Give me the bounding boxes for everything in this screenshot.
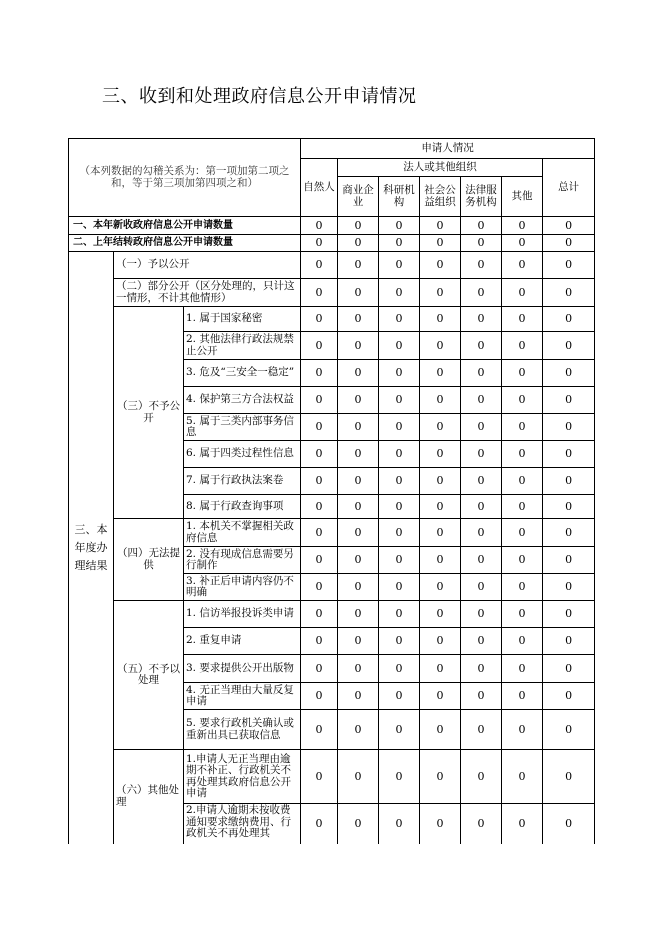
cell-value: 0 bbox=[502, 217, 543, 235]
row-label: 2. 没有现成信息需要另行制作 bbox=[184, 547, 301, 574]
cell-value: 0 bbox=[420, 468, 461, 495]
cell-value: 0 bbox=[379, 307, 420, 332]
cell-value: 0 bbox=[379, 710, 420, 750]
cell-value: 0 bbox=[543, 683, 595, 710]
cell-value: 0 bbox=[461, 683, 502, 710]
row-label: 6. 属于四类过程性信息 bbox=[184, 441, 301, 468]
cell-value: 0 bbox=[502, 414, 543, 441]
row-label: 2. 重复申请 bbox=[184, 628, 301, 655]
cell-value: 0 bbox=[420, 495, 461, 519]
cell-value: 0 bbox=[301, 235, 338, 252]
cell-value: 0 bbox=[543, 750, 595, 804]
cell-value: 0 bbox=[379, 414, 420, 441]
cell-value: 0 bbox=[338, 235, 379, 252]
cell-value: 0 bbox=[502, 750, 543, 804]
cell-value: 0 bbox=[502, 710, 543, 750]
cell-value: 0 bbox=[420, 519, 461, 547]
row-label: 二、上年结转政府信息公开申请数量 bbox=[69, 235, 301, 252]
row-label: 1. 属于国家秘密 bbox=[184, 307, 301, 332]
cell-value: 0 bbox=[502, 547, 543, 574]
cell-value: 0 bbox=[420, 574, 461, 601]
row-label: 1.申请人无正当理由逾期不补正、行政机关不再处理其政府信息公开申请 bbox=[184, 750, 301, 804]
cell-value: 0 bbox=[502, 332, 543, 360]
cell-value: 0 bbox=[502, 683, 543, 710]
cell-value: 0 bbox=[502, 468, 543, 495]
cell-value: 0 bbox=[502, 441, 543, 468]
row-label: 4. 保护第三方合法权益 bbox=[184, 387, 301, 414]
cell-value: 0 bbox=[379, 279, 420, 307]
cell-value: 0 bbox=[420, 307, 461, 332]
cell-value: 0 bbox=[543, 441, 595, 468]
cell-value: 0 bbox=[379, 332, 420, 360]
cell-value: 0 bbox=[301, 332, 338, 360]
cell-value: 0 bbox=[301, 360, 338, 387]
cell-value: 0 bbox=[420, 279, 461, 307]
cell-value: 0 bbox=[543, 217, 595, 235]
cell-value: 0 bbox=[379, 750, 420, 804]
group-label: （五）不予以处理 bbox=[114, 601, 184, 750]
cell-value: 0 bbox=[379, 683, 420, 710]
cell-value: 0 bbox=[543, 360, 595, 387]
cell-value: 0 bbox=[338, 574, 379, 601]
cell-value: 0 bbox=[301, 574, 338, 601]
cell-value: 0 bbox=[543, 387, 595, 414]
cell-value: 0 bbox=[502, 252, 543, 279]
cell-value: 0 bbox=[338, 332, 379, 360]
page-title: 三、收到和处理政府信息公开申请情况 bbox=[102, 86, 417, 107]
header-research: 科研机构 bbox=[379, 177, 420, 217]
cell-value: 0 bbox=[420, 360, 461, 387]
cell-value: 0 bbox=[301, 683, 338, 710]
cell-value: 0 bbox=[543, 279, 595, 307]
cell-value: 0 bbox=[461, 601, 502, 628]
cell-value: 0 bbox=[461, 360, 502, 387]
table-row bbox=[69, 279, 595, 307]
row-label: 1. 信访举报投诉类申请 bbox=[184, 601, 301, 628]
cell-value: 0 bbox=[301, 279, 338, 307]
cell-value: 0 bbox=[502, 360, 543, 387]
cell-value: 0 bbox=[420, 804, 461, 844]
row-label: 4. 无正当理由大量反复申请 bbox=[184, 683, 301, 710]
cell-value: 0 bbox=[301, 441, 338, 468]
cell-value: 0 bbox=[502, 601, 543, 628]
cell-value: 0 bbox=[338, 519, 379, 547]
cell-value: 0 bbox=[338, 683, 379, 710]
cell-value: 0 bbox=[379, 574, 420, 601]
cell-value: 0 bbox=[461, 750, 502, 804]
cell-value: 0 bbox=[338, 217, 379, 235]
header-legal-service: 法律服务机构 bbox=[461, 177, 502, 217]
row-label: （一）予以公开 bbox=[114, 252, 301, 279]
cell-value: 0 bbox=[338, 360, 379, 387]
cell-value: 0 bbox=[420, 601, 461, 628]
cell-value: 0 bbox=[338, 601, 379, 628]
cell-value: 0 bbox=[338, 414, 379, 441]
section3-label: 三、本年度办理结果 bbox=[69, 252, 114, 844]
cell-value: 0 bbox=[461, 804, 502, 844]
cell-value: 0 bbox=[379, 217, 420, 235]
row-label: 一、本年新收政府信息公开申请数量 bbox=[69, 217, 301, 235]
cell-value: 0 bbox=[420, 235, 461, 252]
row-label: 2. 其他法律行政法规禁止公开 bbox=[184, 332, 301, 360]
cell-value: 0 bbox=[420, 710, 461, 750]
cell-value: 0 bbox=[420, 683, 461, 710]
cell-value: 0 bbox=[461, 307, 502, 332]
cell-value: 0 bbox=[461, 468, 502, 495]
cell-value: 0 bbox=[543, 519, 595, 547]
cell-value: 0 bbox=[461, 495, 502, 519]
cell-value: 0 bbox=[301, 217, 338, 235]
cell-value: 0 bbox=[338, 710, 379, 750]
cell-value: 0 bbox=[301, 495, 338, 519]
table-row bbox=[69, 307, 595, 332]
cell-value: 0 bbox=[543, 414, 595, 441]
cell-value: 0 bbox=[301, 387, 338, 414]
cell-value: 0 bbox=[338, 547, 379, 574]
cell-value: 0 bbox=[301, 414, 338, 441]
cell-value: 0 bbox=[543, 655, 595, 683]
row-label: 2.申请人逾期未按收费通知要求缴纳费用、行政机关不再处理其 bbox=[184, 804, 301, 844]
cell-value: 0 bbox=[379, 360, 420, 387]
cell-value: 0 bbox=[301, 468, 338, 495]
row-label: 8. 属于行政查询事项 bbox=[184, 495, 301, 519]
cell-value: 0 bbox=[461, 628, 502, 655]
cell-value: 0 bbox=[461, 441, 502, 468]
cell-value: 0 bbox=[543, 574, 595, 601]
cell-value: 0 bbox=[338, 468, 379, 495]
cell-value: 0 bbox=[379, 628, 420, 655]
cell-value: 0 bbox=[338, 307, 379, 332]
row-label: 3. 危及“三安全一稳定” bbox=[184, 360, 301, 387]
cell-value: 0 bbox=[543, 495, 595, 519]
cell-value: 0 bbox=[461, 519, 502, 547]
cell-value: 0 bbox=[301, 804, 338, 844]
cell-value: 0 bbox=[461, 414, 502, 441]
cell-value: 0 bbox=[420, 387, 461, 414]
cell-value: 0 bbox=[502, 655, 543, 683]
row-label: 3. 要求提供公开出版物 bbox=[184, 655, 301, 683]
cell-value: 0 bbox=[301, 710, 338, 750]
cell-value: 0 bbox=[420, 252, 461, 279]
cell-value: 0 bbox=[543, 252, 595, 279]
cell-value: 0 bbox=[502, 574, 543, 601]
cell-value: 0 bbox=[420, 547, 461, 574]
cell-value: 0 bbox=[543, 235, 595, 252]
cell-value: 0 bbox=[379, 519, 420, 547]
header-total: 总计 bbox=[543, 159, 595, 217]
cell-value: 0 bbox=[301, 307, 338, 332]
cell-value: 0 bbox=[338, 495, 379, 519]
cell-value: 0 bbox=[543, 332, 595, 360]
cell-value: 0 bbox=[420, 628, 461, 655]
header-applicant: 申请人情况 bbox=[301, 139, 595, 159]
cell-value: 0 bbox=[301, 601, 338, 628]
cell-value: 0 bbox=[379, 547, 420, 574]
row-label: （二）部分公开（区分处理的，只计这一情形，不计其他情形） bbox=[114, 279, 301, 307]
table-row bbox=[69, 519, 595, 547]
cell-value: 0 bbox=[379, 495, 420, 519]
cell-value: 0 bbox=[420, 414, 461, 441]
cell-value: 0 bbox=[502, 307, 543, 332]
cell-value: 0 bbox=[502, 495, 543, 519]
table-row bbox=[69, 252, 595, 279]
table-row bbox=[69, 601, 595, 628]
cell-value: 0 bbox=[338, 252, 379, 279]
header-natural-person: 自然人 bbox=[301, 159, 338, 217]
cell-value: 0 bbox=[379, 655, 420, 683]
row-label: 3. 补正后申请内容仍不明确 bbox=[184, 574, 301, 601]
cell-value: 0 bbox=[338, 628, 379, 655]
table-row bbox=[69, 235, 595, 252]
header-commercial: 商业企业 bbox=[338, 177, 379, 217]
cell-value: 0 bbox=[301, 628, 338, 655]
group-label: （四）无法提供 bbox=[114, 519, 184, 601]
cell-value: 0 bbox=[420, 332, 461, 360]
cell-value: 0 bbox=[502, 279, 543, 307]
cell-value: 0 bbox=[502, 235, 543, 252]
cell-value: 0 bbox=[543, 468, 595, 495]
cell-value: 0 bbox=[301, 750, 338, 804]
cell-value: 0 bbox=[301, 519, 338, 547]
cell-value: 0 bbox=[461, 547, 502, 574]
cell-value: 0 bbox=[461, 279, 502, 307]
group-label: （三）不予公开 bbox=[114, 307, 184, 519]
cell-value: 0 bbox=[543, 710, 595, 750]
cell-value: 0 bbox=[379, 804, 420, 844]
table-row bbox=[69, 750, 595, 804]
cell-value: 0 bbox=[301, 655, 338, 683]
cell-value: 0 bbox=[379, 235, 420, 252]
row-label: 5. 要求行政机关确认或重新出具已获取信息 bbox=[184, 710, 301, 750]
cell-value: 0 bbox=[338, 441, 379, 468]
cell-value: 0 bbox=[379, 441, 420, 468]
cell-value: 0 bbox=[461, 574, 502, 601]
cell-value: 0 bbox=[461, 332, 502, 360]
cell-value: 0 bbox=[461, 655, 502, 683]
row-label: 5. 属于三类内部事务信息 bbox=[184, 414, 301, 441]
cell-value: 0 bbox=[461, 710, 502, 750]
cell-value: 0 bbox=[502, 804, 543, 844]
cell-value: 0 bbox=[379, 601, 420, 628]
table-row bbox=[69, 217, 595, 235]
cell-value: 0 bbox=[543, 547, 595, 574]
cell-value: 0 bbox=[420, 655, 461, 683]
header-other: 其他 bbox=[502, 177, 543, 217]
header-social-welfare: 社会公益组织 bbox=[420, 177, 461, 217]
cell-value: 0 bbox=[301, 547, 338, 574]
disclosure-table bbox=[68, 138, 595, 844]
cell-value: 0 bbox=[301, 252, 338, 279]
cell-value: 0 bbox=[461, 217, 502, 235]
cell-value: 0 bbox=[543, 307, 595, 332]
cell-value: 0 bbox=[461, 387, 502, 414]
cell-value: 0 bbox=[420, 217, 461, 235]
cell-value: 0 bbox=[543, 804, 595, 844]
group-label: （六）其他处理 bbox=[114, 750, 184, 844]
cell-value: 0 bbox=[461, 252, 502, 279]
cell-value: 0 bbox=[338, 387, 379, 414]
header-note: （本列数据的勾稽关系为：第一项加第二项之和，等于第三项加第四项之和） bbox=[69, 139, 301, 217]
cell-value: 0 bbox=[338, 750, 379, 804]
cell-value: 0 bbox=[420, 441, 461, 468]
cell-value: 0 bbox=[543, 628, 595, 655]
cell-value: 0 bbox=[379, 468, 420, 495]
cell-value: 0 bbox=[502, 519, 543, 547]
cell-value: 0 bbox=[461, 235, 502, 252]
cell-value: 0 bbox=[338, 655, 379, 683]
row-label: 1. 本机关不掌握相关政府信息 bbox=[184, 519, 301, 547]
cell-value: 0 bbox=[543, 601, 595, 628]
cell-value: 0 bbox=[379, 387, 420, 414]
row-label: 7. 属于行政执法案卷 bbox=[184, 468, 301, 495]
cell-value: 0 bbox=[502, 387, 543, 414]
cell-value: 0 bbox=[338, 279, 379, 307]
cell-value: 0 bbox=[420, 750, 461, 804]
cell-value: 0 bbox=[338, 804, 379, 844]
header-legal-entity: 法人或其他组织 bbox=[338, 159, 543, 177]
cell-value: 0 bbox=[379, 252, 420, 279]
cell-value: 0 bbox=[502, 628, 543, 655]
